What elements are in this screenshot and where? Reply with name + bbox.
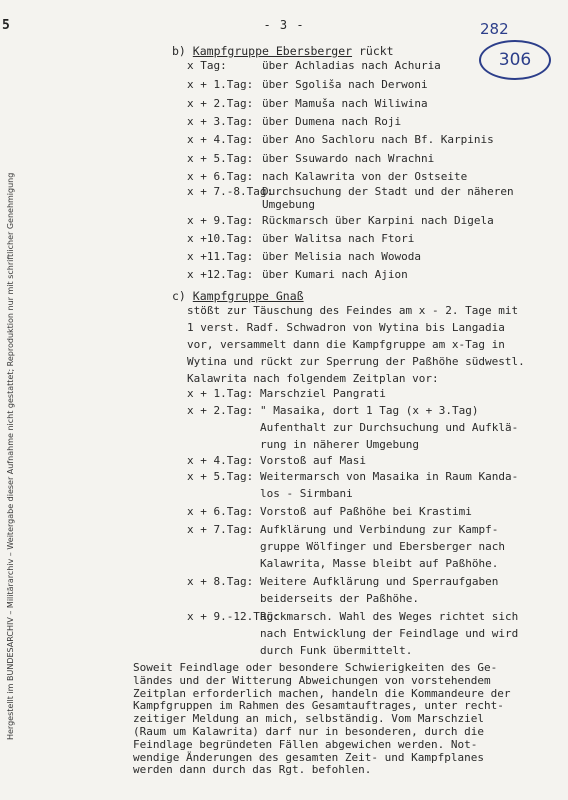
- schedule-entry: Weitermarsch von Masaika in Raum Kanda-: [260, 470, 519, 483]
- schedule-day: x + 3.Tag:: [187, 115, 254, 128]
- intro-line: vor, versammelt dann die Kampfgruppe am x-Tag in: [187, 338, 505, 351]
- stamped-folio-number: 306: [479, 40, 551, 80]
- schedule-day: x +10.Tag:: [187, 232, 254, 245]
- page-corner-mark: 5: [2, 18, 10, 33]
- section-c-title: c) Kampfgruppe Gnaß: [172, 289, 304, 303]
- schedule-day: x Tag:: [187, 59, 227, 72]
- closing-line: Feindlage begründeten Fällen abgewichen werden. Not-: [133, 737, 478, 751]
- closing-line: wendige Änderungen des gesamten Zeit- und Kampfplanes: [133, 750, 484, 764]
- intro-line: 1 verst. Radf. Schwadron von Wytina bis Langadia: [187, 321, 505, 334]
- schedule-day: x + 1.Tag:: [187, 387, 254, 400]
- schedule-entry: Kalawrita, Masse bleibt auf Paßhöhe.: [260, 557, 499, 570]
- schedule-entry-continued: Umgebung: [262, 198, 315, 211]
- schedule-entry: nach Entwicklung der Feindlage und wird: [260, 627, 519, 640]
- schedule-entry: über Walitsa nach Ftori: [262, 232, 415, 245]
- schedule-entry: über Kumari nach Ajion: [262, 268, 408, 281]
- closing-line: werden dann durch das Rgt. befohlen.: [133, 763, 372, 777]
- schedule-day: x + 4.Tag:: [187, 454, 254, 467]
- schedule-entry: Aufklärung und Verbindung zur Kampf-: [260, 523, 499, 536]
- schedule-day: x + 2.Tag:: [187, 97, 254, 110]
- archive-side-note: Hergestellt im BUNDESARCHIV – Militärarchiv – Weitergabe dieser Aufnahme nicht gestattet; Reproduktion nur mit schriftlicher Genehmigung: [6, 172, 15, 740]
- schedule-day: x + 8.Tag:: [187, 575, 254, 588]
- schedule-day: x + 4.Tag:: [187, 133, 254, 146]
- schedule-day: x + 9.Tag:: [187, 214, 254, 227]
- schedule-entry: rung in näherer Umgebung: [260, 438, 419, 451]
- schedule-day: x + 5.Tag:: [187, 470, 254, 483]
- schedule-entry: durch Funk übermittelt.: [260, 644, 413, 657]
- schedule-entry: nach Kalawrita von der Ostseite: [262, 170, 468, 183]
- schedule-entry: Vorstoß auf Paßhöhe bei Krastimi: [260, 505, 472, 518]
- schedule-entry: Rückmarsch über Karpini nach Digela: [262, 214, 494, 227]
- schedule-entry: gruppe Wölfinger und Ebersberger nach: [260, 540, 506, 553]
- closing-line: zeitiger Meldung an mich, selbständig. Vom Marschziel: [133, 712, 484, 726]
- closing-line: Kampfgruppen im Rahmen des Gesamtauftrages, unter recht-: [133, 699, 504, 713]
- schedule-entry: über Dumena nach Roji: [262, 115, 402, 128]
- schedule-entry: los - Sirmbani: [260, 487, 353, 500]
- schedule-entry: beiderseits der Paßhöhe.: [260, 592, 419, 605]
- closing-line: Zeitplan erforderlich machen, handeln die Kommandeure der: [133, 686, 511, 700]
- schedule-day: x + 9.-12.Tag:: [187, 610, 280, 623]
- schedule-day: x +12.Tag:: [187, 268, 254, 281]
- intro-line: Wytina und rückt zur Sperrung der Paßhöhe südwestl.: [187, 355, 525, 368]
- schedule-entry: Weitere Aufklärung und Sperraufgaben: [260, 575, 499, 588]
- closing-line: Soweit Feindlage oder besondere Schwierigkeiten des Ge-: [133, 661, 498, 674]
- schedule-entry: über Sgoliša nach Derwoni: [262, 78, 428, 91]
- schedule-entry: Rückmarsch. Wahl des Weges richtet sich: [260, 610, 519, 623]
- schedule-entry: über Melisia nach Wowoda: [262, 250, 421, 263]
- schedule-day: x + 1.Tag:: [187, 78, 254, 91]
- schedule-entry: Vorstoß auf Masi: [260, 454, 366, 467]
- archive-number: 282: [480, 20, 509, 38]
- schedule-entry: über Mamuša nach Wiliwina: [262, 97, 428, 110]
- schedule-day: x + 7.Tag:: [187, 523, 254, 536]
- intro-line: Kalawrita nach folgendem Zeitplan vor:: [187, 372, 439, 385]
- schedule-day: x + 2.Tag:: [187, 404, 254, 417]
- section-b-title: b) Kampfgruppe Ebersberger rückt: [172, 44, 394, 58]
- schedule-entry: über Achladias nach Achuria: [262, 59, 441, 72]
- schedule-day: x + 6.Tag:: [187, 170, 254, 183]
- schedule-entry: " Masaika, dort 1 Tag (x + 3.Tag): [260, 404, 479, 417]
- schedule-entry: über Ssuwardo nach Wrachni: [262, 152, 435, 165]
- schedule-day: x + 6.Tag:: [187, 505, 254, 518]
- schedule-day: x + 5.Tag:: [187, 152, 254, 165]
- schedule-entry: Aufenthalt zur Durchsuchung und Aufklä-: [260, 421, 519, 434]
- closing-line: ländes und der Witterung Abweichungen von vorstehendem: [133, 673, 491, 687]
- closing-line: (Raum um Kalawrita) darf nur in besonderen, durch die: [133, 725, 484, 738]
- page-number: - 3 -: [263, 18, 305, 32]
- schedule-entry: Marschziel Pangrati: [260, 387, 386, 400]
- schedule-day: x +11.Tag:: [187, 250, 254, 263]
- schedule-entry: über Ano Sachloru nach Bf. Karpinis: [262, 133, 494, 146]
- schedule-entry: Durchsuchung der Stadt und der näheren: [262, 185, 514, 198]
- intro-line: stößt zur Täuschung des Feindes am x - 2. Tage mit: [187, 304, 519, 317]
- schedule-day: x + 7.-8.Tag:: [187, 185, 274, 198]
